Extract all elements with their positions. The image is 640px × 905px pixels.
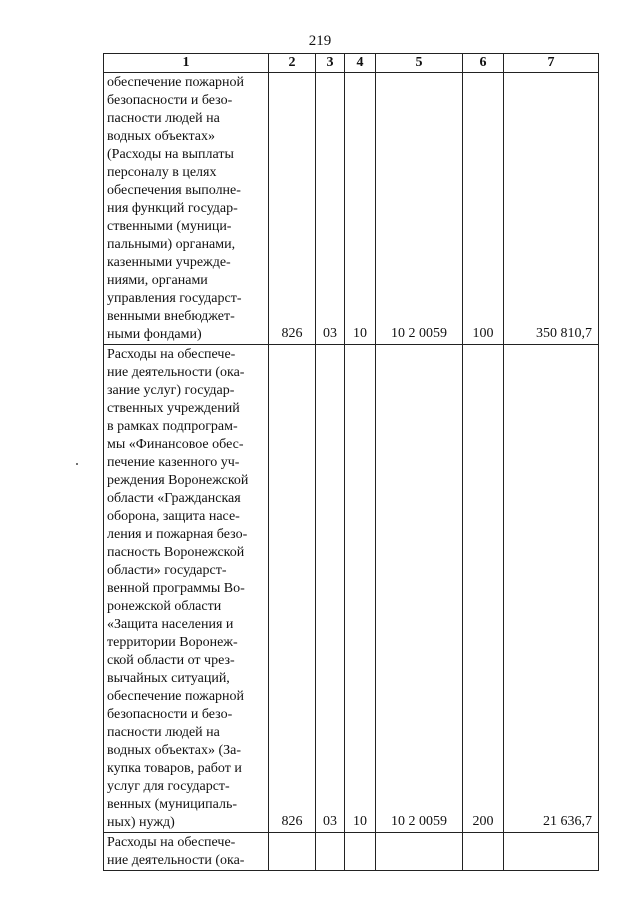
column-header-2: 2 xyxy=(269,54,316,73)
target-article-code xyxy=(376,833,463,871)
column-header-7: 7 xyxy=(504,54,599,73)
description-line: услуг для государст- xyxy=(107,779,230,794)
description-line: обеспечения выполне- xyxy=(107,183,241,198)
description-line: Расходы на обеспече- xyxy=(107,347,236,362)
description-line: купка товаров, работ и xyxy=(107,761,242,776)
page-number: 219 xyxy=(308,33,332,49)
description-line: реждения Воронежской xyxy=(107,473,249,488)
column-header-5: 5 xyxy=(376,54,463,73)
description-line: ных) нужд) xyxy=(107,815,175,830)
amount-value: 350 810,7 xyxy=(504,73,599,345)
description-line: управления государст- xyxy=(107,291,242,306)
description-line: обеспечение пожарной xyxy=(107,689,245,704)
table-header-row xyxy=(104,54,599,73)
description-line: мы «Финансовое обес- xyxy=(107,437,244,452)
description-line: казенными учрежде- xyxy=(107,255,231,270)
description-line: области» государст- xyxy=(107,563,227,578)
description-line: обеспечение пожарной xyxy=(107,75,245,90)
description-line: ниями, органами xyxy=(107,273,208,288)
description-line: ния функций государ- xyxy=(107,201,238,216)
description-line: пальными) органами, xyxy=(107,237,236,252)
amount-value: 21 636,7 xyxy=(504,345,599,833)
description-line: ственными (муници- xyxy=(107,219,232,234)
description-line: зание услуг) государ- xyxy=(107,383,235,398)
description-line: венными внебюджет- xyxy=(107,309,235,324)
expense-type-code: 100 xyxy=(463,73,504,345)
table-row xyxy=(104,345,599,833)
section-code xyxy=(316,833,345,871)
row-description xyxy=(104,73,269,345)
description-line: области «Гражданская xyxy=(107,491,241,506)
column-header-3: 3 xyxy=(316,54,345,73)
description-line: оборона, защита насе- xyxy=(107,509,240,524)
scan-dot-mark xyxy=(76,463,78,465)
description-line: ными фондами) xyxy=(107,327,202,342)
description-line: ние деятельности (ока- xyxy=(107,853,245,868)
description-line: ления и пожарная безо- xyxy=(107,527,248,542)
section-code: 03 xyxy=(316,345,345,833)
ministry-code: 826 xyxy=(269,73,316,345)
description-line: ской области от чрез- xyxy=(107,653,235,668)
budget-table xyxy=(103,53,599,871)
description-line: ние деятельности (ока- xyxy=(107,365,245,380)
description-line: пасность Воронежской xyxy=(107,545,245,560)
description-line: венной программы Во- xyxy=(107,581,245,596)
description-line: пасности людей на xyxy=(107,111,220,126)
description-line: безопасности и безо- xyxy=(107,707,233,722)
amount-value xyxy=(504,833,599,871)
description-line: венных (муниципаль- xyxy=(107,797,237,812)
column-header-6: 6 xyxy=(463,54,504,73)
ministry-code: 826 xyxy=(269,345,316,833)
description-line: в рамках подпрограм- xyxy=(107,419,238,434)
section-code: 03 xyxy=(316,73,345,345)
description-line: (Расходы на выплаты xyxy=(107,147,234,162)
description-line: вычайных ситуаций, xyxy=(107,671,230,686)
row-description xyxy=(104,345,269,833)
subsection-code xyxy=(345,833,376,871)
description-line: персоналу в целях xyxy=(107,165,217,180)
row-description xyxy=(104,833,269,871)
description-line: водных объектах» xyxy=(107,129,215,144)
subsection-code: 10 xyxy=(345,73,376,345)
description-line: ственных учреждений xyxy=(107,401,240,416)
description-line: Расходы на обеспече- xyxy=(107,835,236,850)
description-line: безопасности и безо- xyxy=(107,93,233,108)
expense-type-code xyxy=(463,833,504,871)
description-line: ронежской области xyxy=(107,599,222,614)
column-header-1: 1 xyxy=(104,54,269,73)
description-line: «Защита населения и xyxy=(107,617,234,632)
description-line: печение казенного уч- xyxy=(107,455,240,470)
column-header-4: 4 xyxy=(345,54,376,73)
table-row xyxy=(104,833,599,871)
description-line: территории Воронеж- xyxy=(107,635,238,650)
description-line: водных объектах» (За- xyxy=(107,743,242,758)
expense-type-code: 200 xyxy=(463,345,504,833)
target-article-code: 10 2 0059 xyxy=(376,345,463,833)
table-row xyxy=(104,73,599,345)
description-line: пасности людей на xyxy=(107,725,220,740)
subsection-code: 10 xyxy=(345,345,376,833)
target-article-code: 10 2 0059 xyxy=(376,73,463,345)
ministry-code xyxy=(269,833,316,871)
